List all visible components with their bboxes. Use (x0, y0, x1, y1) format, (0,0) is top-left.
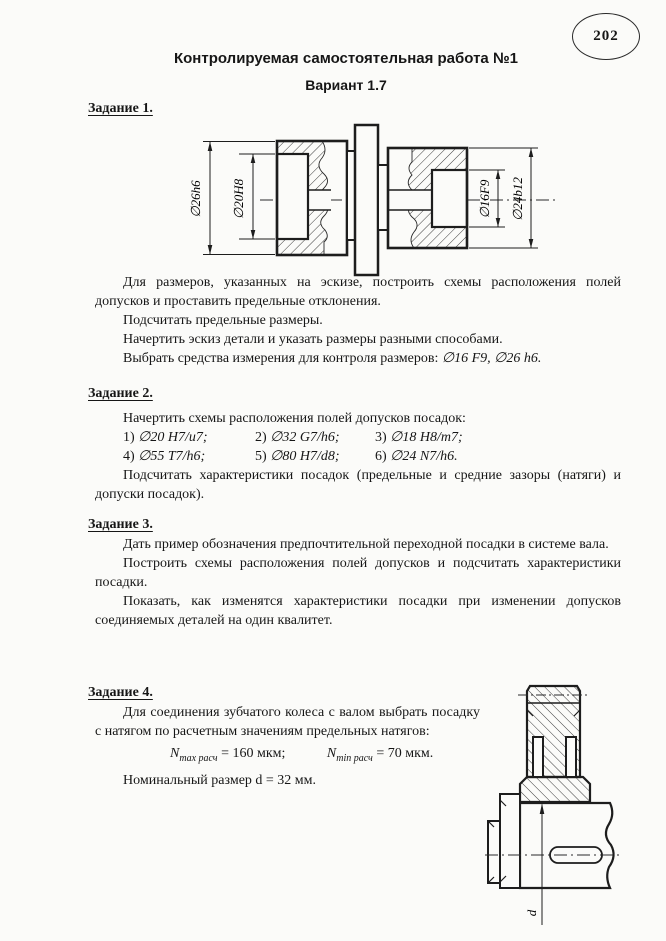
task3-paragraph-3: Показать, как изменятся характеристики посадки при изменении допусков соединяемых деталей на один квалитет. (95, 594, 621, 628)
task1-p4-sizes: ∅16 F9, ∅26 h6. (441, 351, 542, 366)
task1-paragraph-1: Для размеров, указанных на эскизе, построить схемы расположения полей допусков и проставить предельные отклонения. (95, 275, 621, 309)
task1-text (95, 273, 621, 368)
task1-technical-drawing (165, 112, 565, 284)
task4-paragraph-1: Для соединения зубчатого колеса с валом выбрать посадку с натягом по расчетным значениям предельных натягов: (95, 705, 480, 739)
left-hub-section (277, 141, 347, 255)
dim-label-26h6: ∅26h6 (188, 180, 203, 218)
task3-paragraph-2: Построить схемы расположения полей допусков и подсчитать характеристики посадки. (95, 556, 621, 590)
task2-heading: Задание 2. (88, 386, 153, 401)
task2-intro: Начертить схемы расположения полей допусков посадок: (123, 411, 466, 426)
page-title: Контролируемая самостоятельная работа №1 (173, 50, 519, 67)
task3-heading: Задание 3. (88, 517, 153, 532)
task3-text (95, 535, 621, 630)
task2-fit-row-2 (95, 447, 621, 466)
task1-heading: Задание 1. (88, 101, 153, 116)
dim-label-20H8: ∅20H8 (231, 178, 246, 220)
fit-item-3: 3) ∅18 H8/m7; (375, 430, 463, 445)
task2-text (95, 409, 621, 504)
task4-text (95, 703, 480, 790)
task4-heading: Задание 4. (88, 685, 153, 700)
task1-paragraph-3: Начертить эскиз детали и указать размеры разными способами. (123, 332, 503, 347)
fit-item-1: 1) ∅20 H7/u7; (123, 430, 208, 445)
shaft-section (485, 794, 620, 888)
task2-outro: Подсчитать характеристики посадок (предельные и средние зазоры (натяги) и допуски посадок). (95, 468, 621, 502)
task4-technical-drawing (480, 682, 625, 935)
fit-item-5: 5) ∅80 H7/d8; (255, 449, 340, 464)
n-min-formula: $N_{min расч} = 70$ мкм. (326, 746, 434, 764)
task4-paragraph-2: Номинальный размер d = 32 мм. (123, 773, 317, 788)
task1-p4-prefix: Выбрать средства измерения для контроля размеров: (123, 351, 442, 366)
shaft-flange (347, 125, 388, 275)
fit-item-6: 6) ∅24 N7/h6. (375, 449, 458, 464)
fit-item-4: 4) ∅55 T7/h6; (123, 449, 206, 464)
n-max-formula: $N_{max расч} = 160$ мкм; (170, 746, 286, 764)
task3-paragraph-1: Дать пример обозначения предпочтительной переходной посадки в системе вала. (123, 537, 609, 552)
gear-section (518, 686, 590, 802)
task1-paragraph-2: Подсчитать предельные размеры. (123, 313, 323, 328)
task4-formula (170, 744, 480, 764)
page-subtitle: Вариант 1.7 (305, 77, 387, 93)
dim-label-24b12: ∅24b12 (510, 177, 525, 221)
dim-label-d: d (524, 909, 539, 917)
task2-fit-row-1 (95, 428, 621, 447)
task1-paragraph-4 (95, 349, 621, 368)
page-number: 202 (593, 28, 619, 44)
right-hub-section (388, 148, 467, 248)
fit-item-2: 2) ∅32 G7/h6; (255, 430, 340, 445)
dim-label-16F9: ∅16F9 (477, 179, 492, 219)
